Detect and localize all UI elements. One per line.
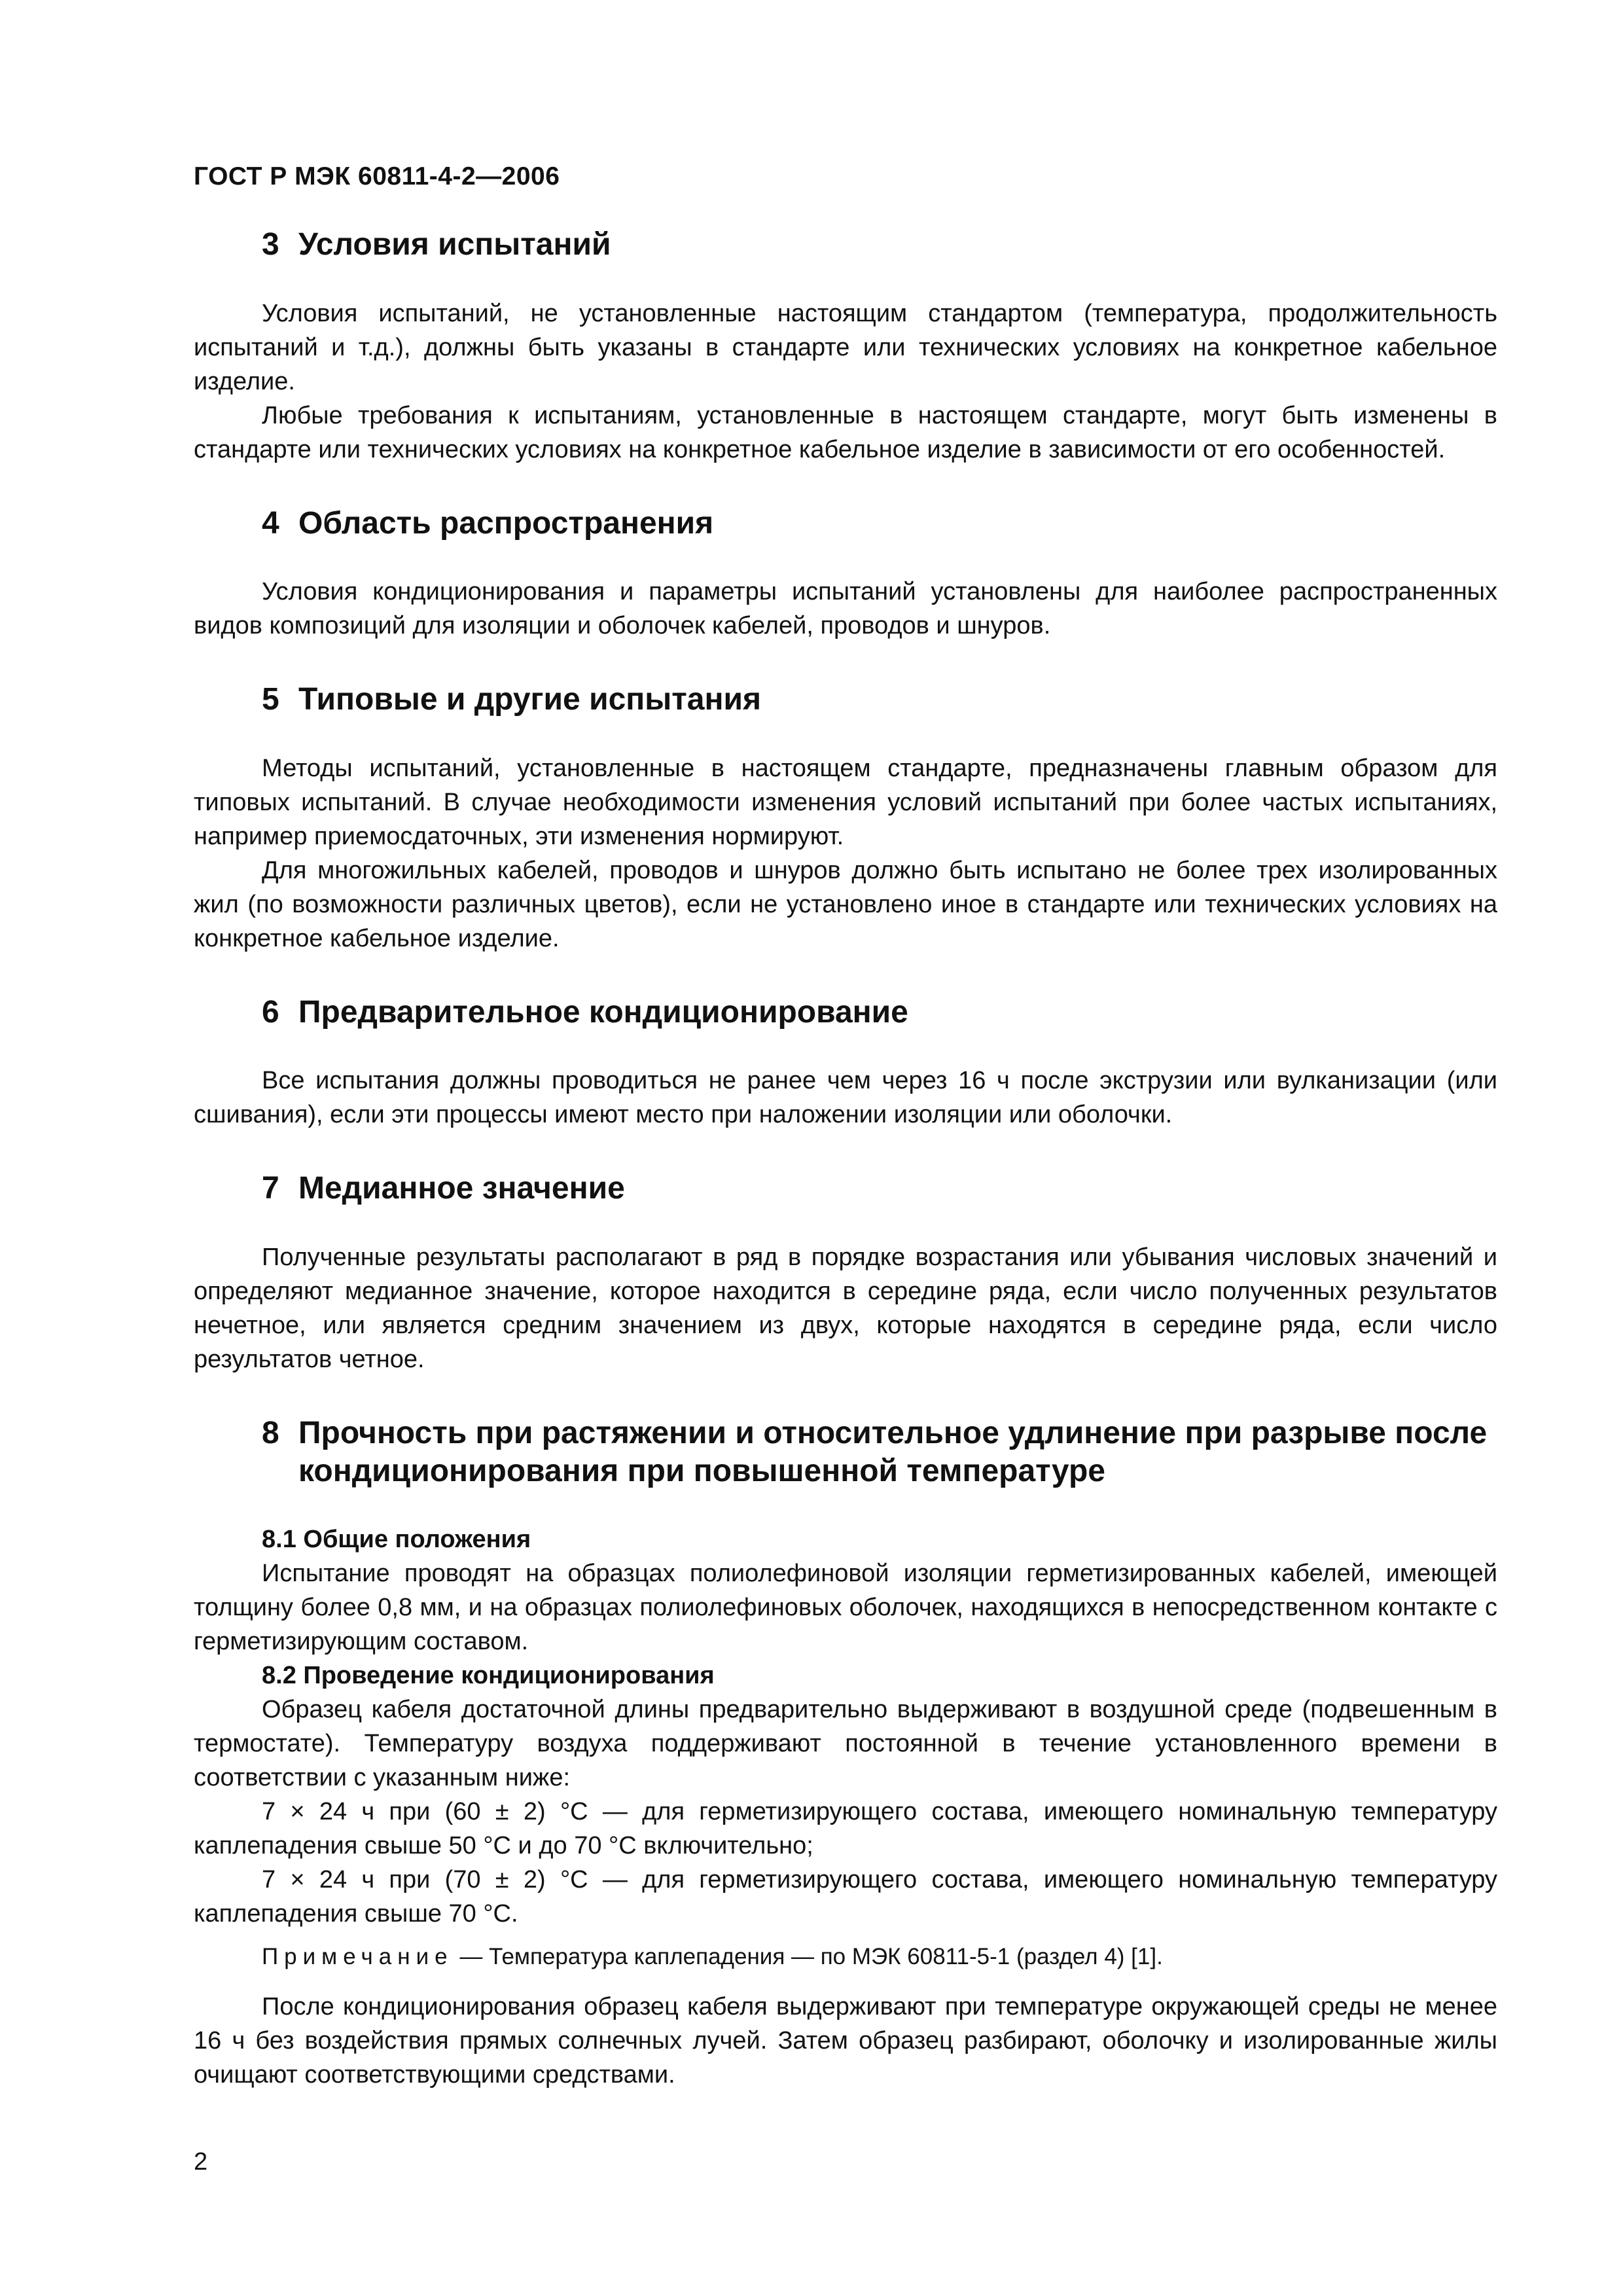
section-title: Медианное значение: [298, 1171, 625, 1206]
subsection-8-1-heading: 8.1 Общие положения: [262, 1526, 531, 1554]
paragraph: Все испытания должны проводиться не ранее чем через 16 ч после экструзии или вулканизации (или сшивания), если эти процессы имеют место при наложении изоляции или оболочки.: [194, 1067, 1497, 1129]
section-8: [194, 1414, 1497, 2092]
section-6-heading: [194, 994, 1497, 1031]
section-title: Типовые и другие испытания: [298, 682, 761, 717]
section-6: [194, 994, 1497, 1132]
note-label: Примечание: [262, 1944, 454, 1970]
paragraph: Образец кабеля достаточной длины предварительно выдерживают в воздушной среде (подвешенным в термостате). Температуру воздуха поддерживают постоянной в течение установленного времени в соответствии с указанным ниже:: [194, 1696, 1497, 1792]
note-text: — Температура каплепадения — по МЭК 60811-5-1 (раздел 4) [1].: [453, 1944, 1163, 1970]
paragraph: Для многожильных кабелей, проводов и шнуров должно быть испытано не более трех изолированных жил (по возможности различных цветов), если не установлено иное в стандарте или технических условиях на конкретное кабельное изделие.: [194, 856, 1497, 952]
section-number: 5: [262, 682, 279, 717]
section-3-heading: [194, 226, 1497, 264]
section-number: 6: [262, 994, 279, 1030]
paragraph: Методы испытаний, установленные в настоящем стандарте, предназначены главным образом для типовых испытаний. В случае необходимости изменения условий испытаний при более частых испытаниях, например приемосдаточных, эти изменения нормируют.: [194, 754, 1497, 850]
document-code-header: ГОСТ Р МЭК 60811-4-2—2006: [194, 162, 560, 190]
section-3: [194, 226, 1497, 467]
section-number: 4: [262, 505, 279, 541]
section-4: [194, 505, 1497, 643]
document-body: [194, 226, 1497, 2130]
subsection-8-2-heading: 8.2 Проведение кондиционирования: [262, 1662, 715, 1690]
section-number: 7: [262, 1171, 279, 1206]
section-number: 8: [262, 1415, 279, 1450]
section-5-heading: [194, 681, 1497, 719]
page-number: 2: [194, 2148, 208, 2176]
section-5: [194, 681, 1497, 956]
section-title: Условия испытаний: [298, 227, 611, 262]
paragraph: 7 × 24 ч при (70 ± 2) °С — для герметизирующего состава, имеющего номинальную температуру каплепадения свыше 70 °С.: [194, 1866, 1497, 1928]
section-7: [194, 1170, 1497, 1376]
section-4-heading: [194, 505, 1497, 543]
paragraph: Полученные результаты располагают в ряд в порядке возрастания или убывания числовых значений и определяют медианное значение, которое находится в середине ряда, если число полученных результатов нечетное, или является средним значением из двух, которые находятся в середине ряда, если число результатов четное.: [194, 1243, 1497, 1373]
paragraph: 7 × 24 ч при (60 ± 2) °С — для герметизирующего состава, имеющего номинальную температуру каплепадения свыше 50 °С и до 70 °С включительно;: [194, 1798, 1497, 1860]
section-number: 3: [262, 227, 279, 262]
paragraph: Испытание проводят на образцах полиолефиновой изоляции герметизированных кабелей, имеющей толщину более 0,8 мм, и на образцах полиолефиновых оболочек, находящихся в непосредственном контакте с герметизирующим составом.: [194, 1560, 1497, 1656]
document-page: [194, 0, 1497, 2296]
section-title: Область распространения: [298, 505, 714, 541]
section-title: Предварительное кондиционирование: [298, 994, 908, 1030]
section-7-heading: [194, 1170, 1497, 1208]
paragraph: Условия кондиционирования и параметры испытаний установлены для наиболее распространенных видов композиций для изоляции и оболочек кабелей, проводов и шнуров.: [194, 578, 1497, 640]
section-8-heading: [194, 1414, 1497, 1490]
note: [194, 1940, 1497, 1974]
paragraph: Любые требования к испытаниям, установленные в настоящем стандарте, могут быть изменены в стандарте или технических условиях на конкретное кабельное изделие в зависимости от его особенностей.: [194, 401, 1497, 463]
paragraph: Условия испытаний, не установленные настоящим стандартом (температура, продолжительность испытаний и т.д.), должны быть указаны в стандарте или технических условиях на конкретное кабельное изделие.: [194, 299, 1497, 395]
paragraph: После кондиционирования образец кабеля выдерживают при температуре окружающей среды не менее 16 ч без воздействия прямых солнечных лучей. Затем образец разбирают, оболочку и изолированные жилы очищают соответствующими средствами.: [194, 1993, 1497, 2089]
section-title: Прочность при растяжении и относительное удлинение при разрыве после кондиционирования при повышенной температуре: [298, 1415, 1488, 1488]
